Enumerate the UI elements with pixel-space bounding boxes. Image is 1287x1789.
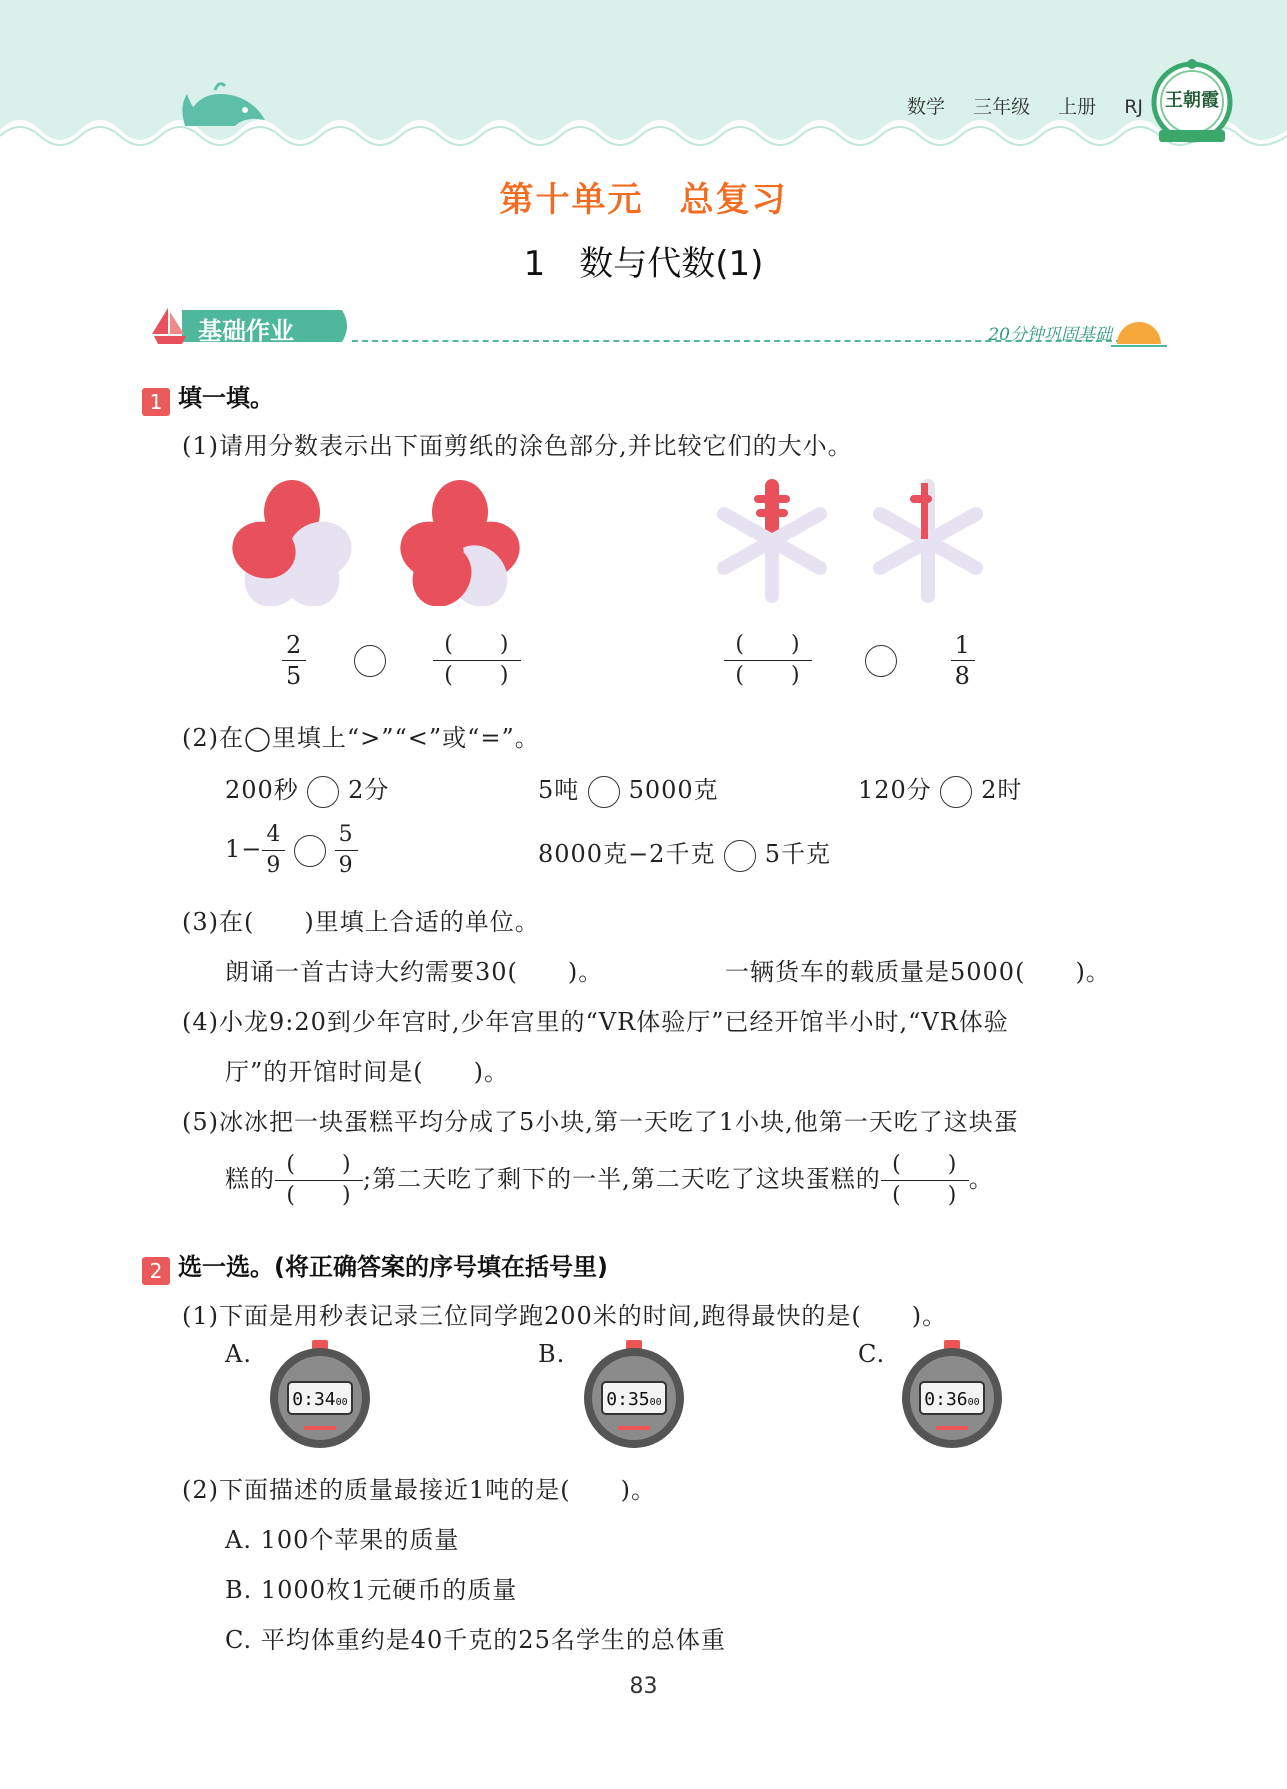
answer-fraction-3[interactable]: $\frac{( )}{( )}$ — [275, 1150, 363, 1211]
compare-item-1: 200秒 2分 — [225, 770, 389, 808]
q1-p5-line2: 糕的 $\frac{( )}{( )}$ ;第二天吃了剩下的一半,第二天吃了这块蛋糕的 $\frac{( )}{( )}$ 。 — [225, 1150, 994, 1211]
option-c[interactable] — [858, 1340, 885, 1368]
q2-p1-text: (1)下面是用秒表记录三位同学跑200米的时间,跑得最快的是( )。 — [182, 1302, 948, 1330]
fraction-one-eighth: $\frac{1}{8}$ — [951, 630, 975, 691]
compare-item-3: 120分 2时 — [858, 770, 1022, 808]
q1-header — [142, 378, 274, 416]
q2-p2-option-c[interactable]: C. 平均体重约是40千克的25名学生的总体重 — [225, 1626, 726, 1654]
unit-title: 第十单元 总复习 — [499, 180, 788, 220]
q2-p2-option-b[interactable]: B. 1000枚1元硬币的质量 — [225, 1576, 518, 1604]
subject: 数学 — [907, 96, 946, 118]
q2-header — [142, 1247, 608, 1285]
q2-p2-option-a[interactable]: A. 100个苹果的质量 — [225, 1526, 460, 1554]
q2-title: 选一选。(将正确答案的序号填在括号里) — [178, 1253, 608, 1281]
compare-item-4: 1− $\frac{4}{9}$ $\frac{5}{9}$ — [225, 820, 358, 881]
stopwatch-c-icon — [898, 1338, 1006, 1450]
sun-icon — [1111, 316, 1167, 350]
edition: RJ — [1124, 96, 1143, 118]
q2-number: 2 — [142, 1257, 170, 1285]
section-timing: 20分钟巩固基础 — [988, 325, 1112, 345]
papercut-snowflake-1-icon — [708, 476, 836, 606]
compare-circle-1[interactable] — [354, 645, 386, 677]
grade: 三年级 — [973, 96, 1031, 118]
q1-p4-line2: 厅”的开馆时间是( )。 — [225, 1058, 509, 1086]
publisher-logo — [1151, 56, 1233, 146]
logo-text: 王朝霞 — [1165, 90, 1219, 111]
volume: 上册 — [1058, 96, 1097, 118]
q1-p1-left-compare — [282, 630, 521, 691]
q1-number: 1 — [142, 388, 170, 416]
compare-circle-5[interactable] — [940, 776, 972, 808]
fraction-two-fifths: $\frac{2}{5}$ — [282, 630, 306, 691]
compare-circle-6[interactable] — [294, 835, 326, 867]
page-number: 83 — [629, 1674, 658, 1699]
q1-p4-line1: (4)小龙9:20到少年宫时,少年宫里的“VR体验厅”已经开馆半小时,“VR体验 — [182, 1008, 1009, 1036]
lesson-title: 1 数与代数(1) — [523, 244, 764, 284]
option-b-label: B. — [538, 1340, 566, 1368]
answer-fraction-2[interactable]: $\frac{( )}{( )}$ — [724, 630, 812, 691]
compare-circle-2[interactable] — [865, 645, 897, 677]
q1-p2-text: (2)在◯里填上“>”“<”或“=”。 — [182, 724, 540, 752]
answer-fraction-4[interactable]: $\frac{( )}{( )}$ — [881, 1150, 969, 1211]
q1-title: 填一填。 — [178, 384, 274, 412]
header-meta — [885, 92, 1143, 119]
answer-fraction-1[interactable]: $\frac{( )}{( )}$ — [433, 630, 521, 691]
papercut-flower-2-icon — [393, 478, 528, 606]
q1-p1-text: (1)请用分数表示出下面剪纸的涂色部分,并比较它们的大小。 — [182, 432, 853, 460]
stopwatch-b-icon — [580, 1338, 688, 1450]
section-label: 基础作业 — [198, 317, 294, 345]
compare-item-2: 5吨 5000克 — [538, 770, 719, 808]
papercut-snowflake-2-icon — [864, 476, 992, 606]
q1-p3-text: (3)在( )里填上合适的单位。 — [182, 908, 540, 936]
q1-p5-line1: (5)冰冰把一块蛋糕平均分成了5小块,第一天吃了1小块,他第一天吃了这块蛋 — [182, 1108, 1019, 1136]
option-a[interactable] — [225, 1340, 252, 1368]
q2-p2-text: (2)下面描述的质量最接近1吨的是( )。 — [182, 1476, 656, 1504]
section-banner — [142, 306, 352, 346]
svg-text:0:3400: 0:3400 — [292, 1389, 348, 1410]
option-c-label: C. — [858, 1340, 886, 1368]
compare-circle-4[interactable] — [588, 776, 620, 808]
compare-item-5: 8000克−2千克 5千克 — [538, 834, 831, 872]
option-b[interactable] — [538, 1340, 565, 1368]
q1-p3-a: 朗诵一首古诗大约需要30( )。 — [225, 958, 604, 986]
option-a-label: A. — [225, 1340, 252, 1368]
compare-circle-7[interactable] — [724, 840, 756, 872]
q1-p1-right-compare — [724, 630, 975, 691]
whale-icon — [175, 76, 275, 132]
compare-circle-3[interactable] — [307, 776, 339, 808]
q1-p3-b: 一辆货车的载质量是5000( )。 — [725, 958, 1111, 986]
svg-text:0:3500: 0:3500 — [606, 1389, 662, 1410]
stopwatch-a-icon — [266, 1338, 374, 1450]
svg-text:0:3600: 0:3600 — [924, 1389, 980, 1410]
papercut-flower-1-icon — [225, 478, 360, 606]
